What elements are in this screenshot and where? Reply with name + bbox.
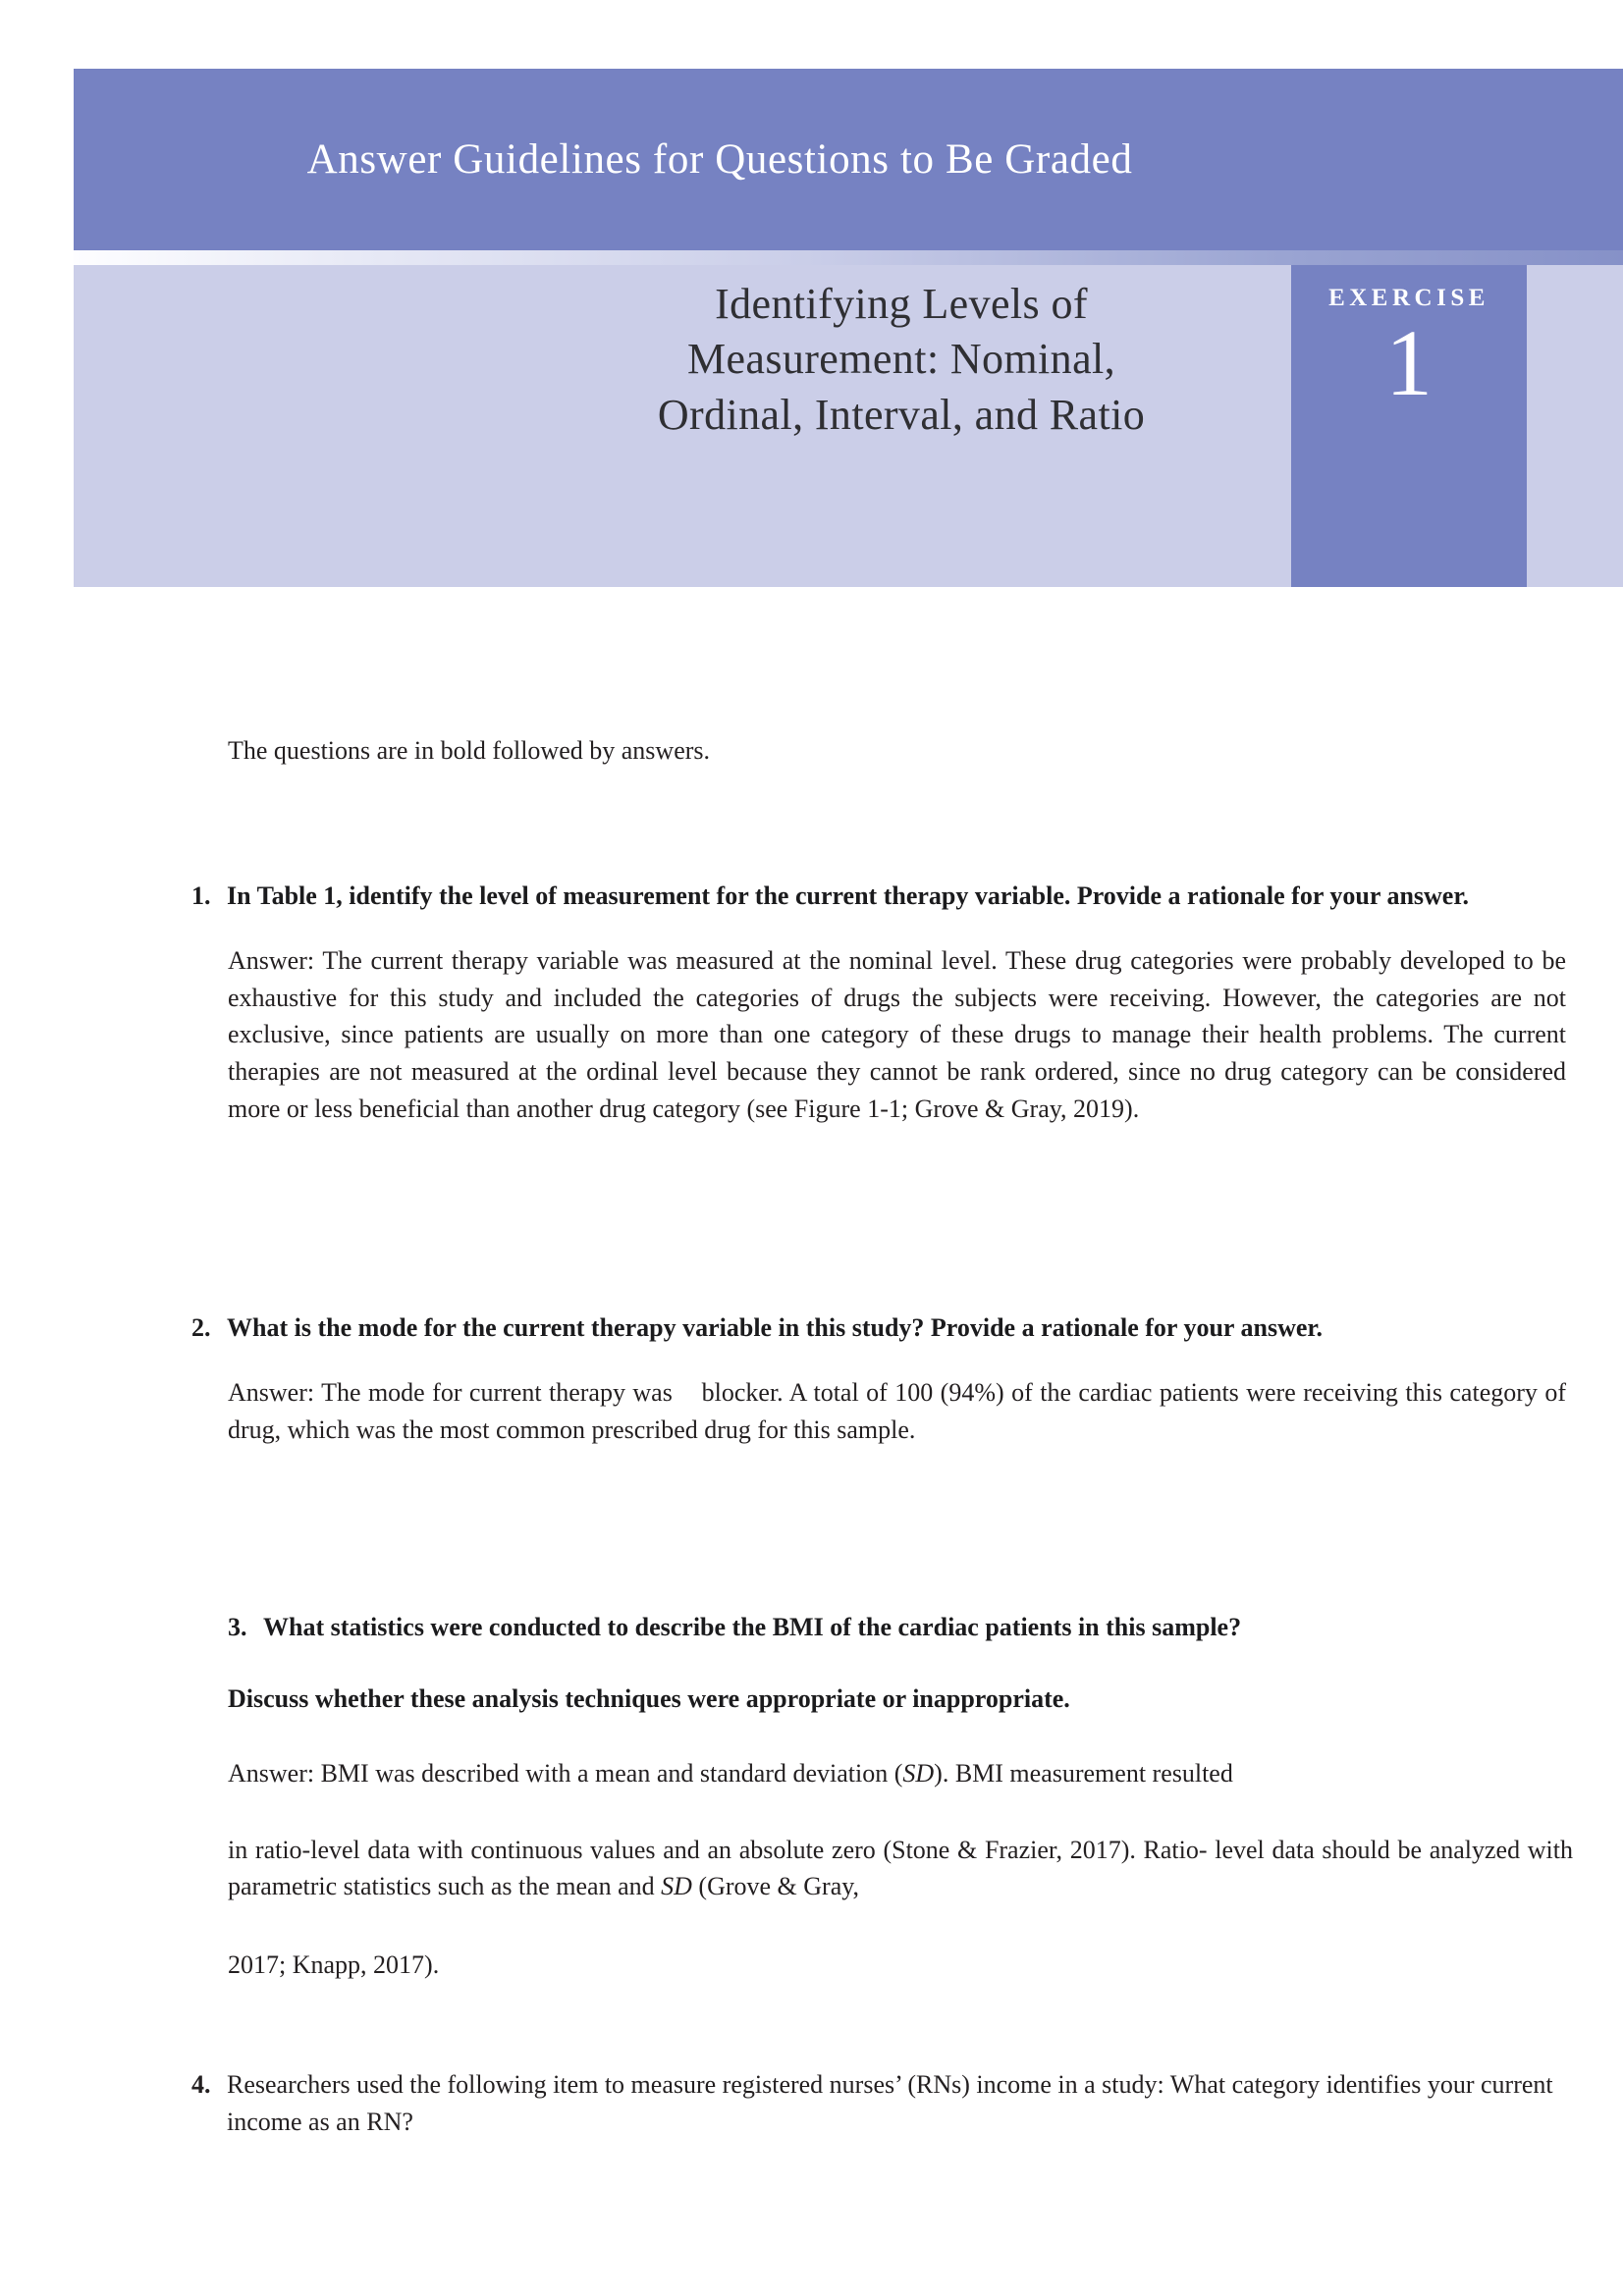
answer-3-line-1 — [228, 1755, 1504, 1792]
answer-3-line-2-part-a: in ratio-level data with continuous values and an absolute zero (Stone & Frazier, 2017). Ratio- level data should be analyzed with parametric statistics such as the mean and — [228, 1835, 1573, 1901]
question-3-text: What statistics were conducted to describe the BMI of the cardiac patients in this sample? — [263, 1613, 1242, 1641]
question-1-heading — [191, 879, 1566, 915]
question-2-heading — [191, 1310, 1566, 1347]
question-4-number: 4. — [191, 2070, 211, 2099]
question-4-heading — [191, 2066, 1566, 2140]
question-block-4 — [191, 2066, 1566, 2140]
question-3-number: 3. — [228, 1613, 247, 1641]
header-gradient-divider — [74, 250, 1623, 265]
answer-1-text: Answer: The current therapy variable was measured at the nominal level. These drug categories were probably developed to be exhaustive for this study and included the categories of drugs the subjects were receiving. However, the categories are not exclusive, since patients are usually on more than one category of these drugs to manage their health problems. The current therapies are not measured at the ordinal level because they cannot be rank ordered, since no drug category can be considered more or less beneficial than another drug category (see Figure 1-1; Grove & Gray, 2019). — [228, 945, 1566, 1123]
question-4-text: Researchers used the following item to measure registered nurses’ (RNs) income in a study: What category identifies your current income as an RN? — [227, 2070, 1553, 2136]
question-3-heading — [228, 1610, 1573, 1646]
question-3-subheading — [228, 1682, 1573, 1718]
exercise-title-panel — [74, 265, 1291, 587]
answer-3-line-1-part-a: Answer: BMI was described with a mean and standard deviation ( — [228, 1758, 903, 1788]
title-panel-tail — [1527, 265, 1623, 587]
question-2-text: What is the mode for the current therapy variable in this study? Provide a rationale for your answer. — [227, 1313, 1324, 1342]
header-banner — [74, 69, 1623, 250]
question-3-part2-text: Discuss whether these analysis techniques were appropriate or inappropriate. — [228, 1683, 1070, 1713]
question-block-1 — [191, 879, 1566, 1127]
banner-title: Answer Guidelines for Questions to Be Graded — [306, 136, 1133, 183]
answer-3-line-1-part-b: ). BMI measurement resulted — [934, 1758, 1233, 1788]
question-1-number: 1. — [191, 881, 211, 910]
answer-3-line-2 — [228, 1832, 1573, 1905]
exercise-badge — [1291, 265, 1527, 587]
question-1-text: In Table 1, identify the level of measurement for the current therapy variable. Provide a rationale for your answer. — [227, 881, 1469, 910]
intro-text: The questions are in bold followed by answers. — [228, 736, 711, 765]
answer-3-line-2-part-b: (Grove & Gray, — [691, 1872, 860, 1901]
exercise-badge-label: EXERCISE — [1328, 285, 1489, 311]
exercise-title-line-3: Ordinal, Interval, and Ratio — [657, 390, 1146, 439]
question-block-2 — [191, 1310, 1573, 1448]
question-block-3 — [228, 1610, 1573, 1984]
answer-3-sd-italic-1: SD — [902, 1758, 935, 1788]
question-2-number: 2. — [191, 1313, 211, 1342]
exercise-title-line-2: Measurement: Nominal, — [686, 335, 1116, 384]
exercise-badge-number: 1 — [1385, 310, 1433, 415]
exercise-title-line-1: Identifying Levels of — [715, 280, 1088, 328]
answer-3-line-3: 2017; Knapp, 2017). — [228, 1949, 440, 1979]
answer-3-sd-italic-2: SD — [661, 1872, 692, 1901]
answer-2-text: Answer: The mode for current therapy was blocker. A total of 100 (94%) of the cardiac patients were receiving this category of drug, which was the most common prescribed drug for this sample. — [228, 1377, 1573, 1444]
exercise-title — [558, 277, 1245, 443]
